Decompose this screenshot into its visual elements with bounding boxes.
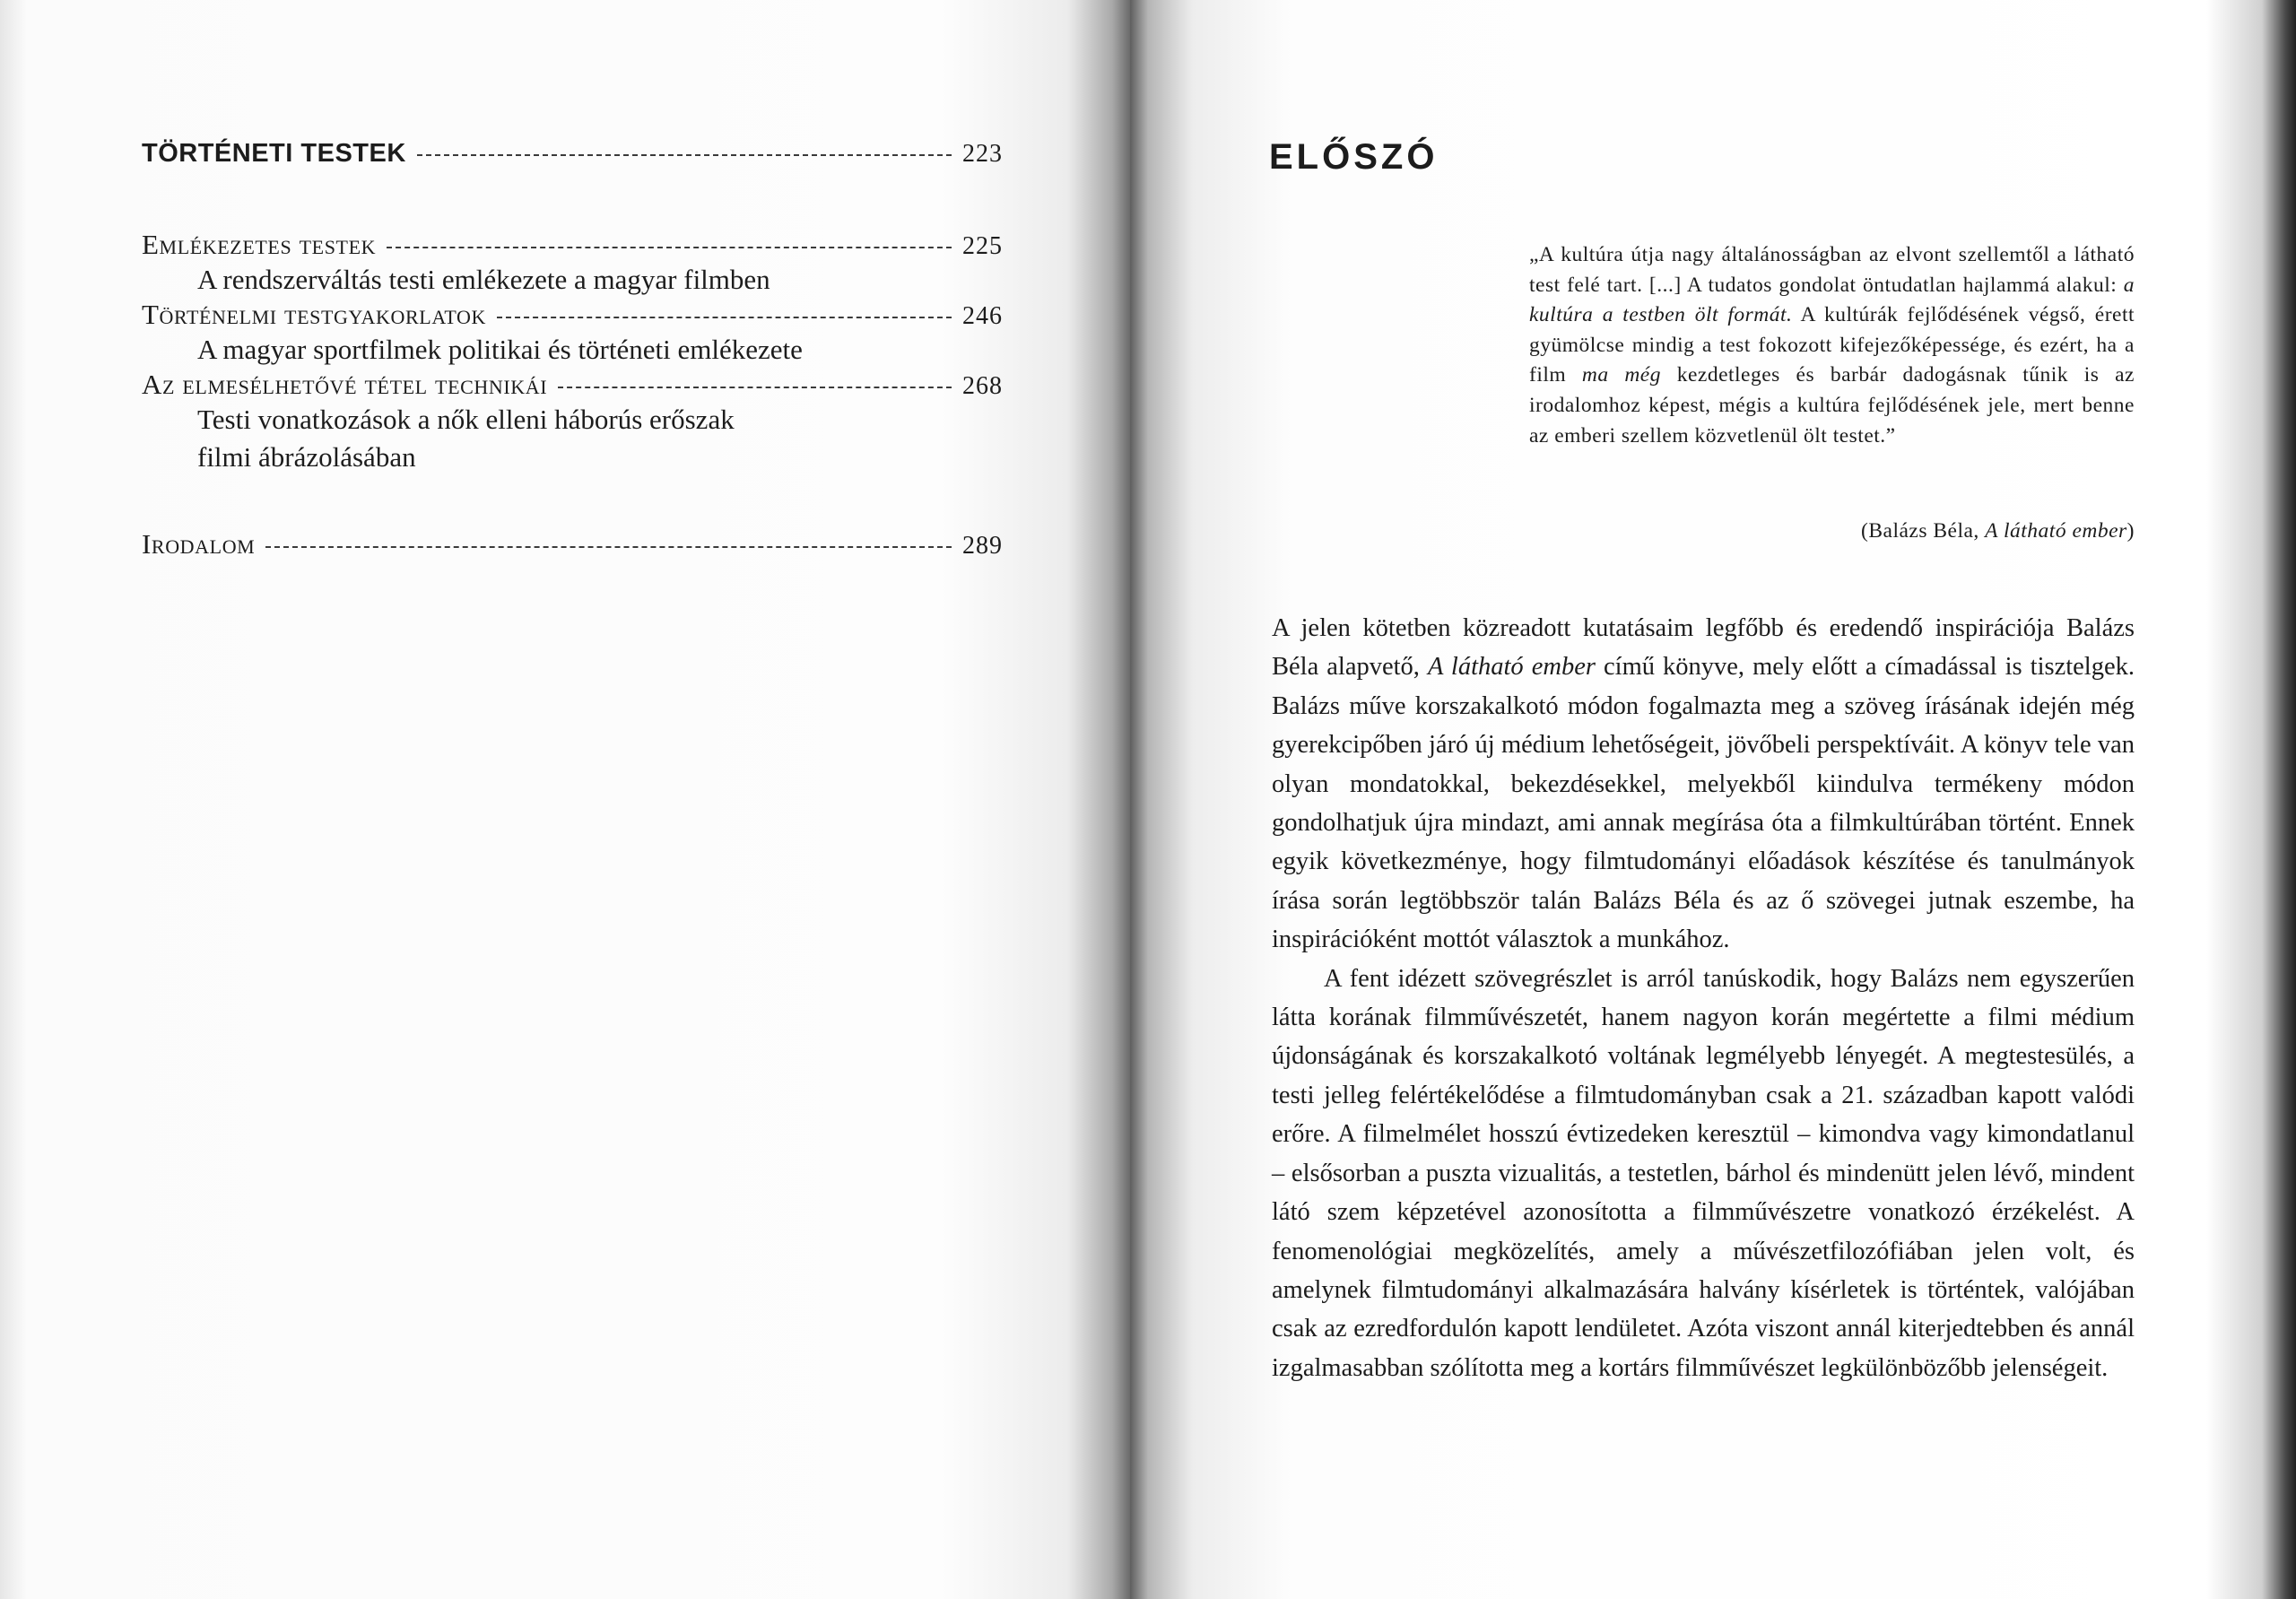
toc-chapter-title: Az elmesélhetővé tétel technikái: [142, 369, 548, 400]
toc-page-number: 225: [962, 232, 1003, 260]
toc-page-number: 289: [962, 532, 1003, 560]
toc-chapter-row: [142, 369, 1003, 401]
epigraph: [1529, 240, 2135, 451]
paragraph: A fent idézett szövegrészlet is arról tanúskodik, hogy Balázs nem egyszerűen látta korának filmművészetét, hanem nagyon korán megértette a filmi médium újdonságának és korszakalkotó voltának legmélyebb lényegét. A megtestesülés, a testi jelleg felértékelődése a filmtudományban csak a 21. században kapott valódi erőre. A filmelmélet hosszú évtizedeken keresztül – kimondva vagy kimondatlanul – elsősorban a puszta vizualitás, a testetlen, bárhol és mindenütt jelen lévő, mindent látó szem képzetével azonosította a filmművészetre vonatkozó érzékelést. A fenomenológiai megközelítés, amely a művészetfilozófiában jelen volt, és amelynek filmtudományi alkalmazására halvány kísérletek is történtek, valójában csak az ezredfordulón kapott lendületet. Azóta viszont annál kiterjedtebben és annál izgalmasabban szólította meg a kortárs filmművészet legkülönbözőbb jelenségeit.: [1272, 964, 2135, 1382]
toc-chapter-subtitle: filmi ábrázolásában: [197, 441, 416, 473]
attribution-book-title: A látható ember: [1985, 519, 2127, 543]
toc-chapter-title: Emlékezetes testek: [142, 229, 377, 260]
book-title-emphasis: A látható ember: [1427, 653, 1596, 682]
toc-leader-dots: [558, 387, 952, 388]
toc-leader-dots: [387, 247, 952, 248]
paragraph-text: című könyve, mely előtt a címadással is tisztelgek. Balázs műve korszakalkotó módon fogalmazta meg a szöveg írásának idején még gyerekcipőben járó új médium lehetőségeit, jövőbeli perspektíváit. A könyv tele van olyan mondatokkal, bekezdésekkel, melyekből kiindulva termékeny módon gondolhatjuk újra mindazt, ami annak megírása óta a filmkultúrában történt. Ennek egyik következménye, hogy filmtudományi előadások készítése és tanulmányok írása során legtöbbször talán Balázs Béla és az ő szövegei jutnak eszembe, ha inspirációként mottót választok a munkához.: [1272, 653, 2135, 954]
toc-part-row: [142, 139, 1003, 169]
toc-chapter-title: Történelmi testgyakorlatok: [142, 299, 486, 330]
epigraph-emphasis: a kultúra a testben ölt formát.: [1529, 273, 2135, 327]
epigraph-text: „A kultúra útja nagy általánosságban az elvont szellemtől a látható test felé tart. [...] A tudatos gondolat öntudatlan hajlammá alakul:: [1529, 243, 2135, 297]
toc-chapter-title: Irodalom: [142, 528, 256, 560]
epigraph-text: A kultúrák fejlődésének végső, érett gyümölcse mindig a test fokozott kifejezőképessége, és ezért, ha a film: [1529, 303, 2135, 387]
attribution-text: ): [2126, 519, 2135, 543]
paragraph-text: A jelen kötetben közreadott kutatásaim legfőbb és eredendő inspirációja Balázs Béla alapvető,: [1272, 614, 2135, 682]
toc-leader-dots: [417, 154, 952, 156]
toc-leader-dots: [497, 317, 952, 318]
toc-chapter-subtitle: Testi vonatkozások a nők elleni háborús erőszak: [197, 404, 735, 435]
chapter-heading: ELŐSZÓ: [1269, 137, 1439, 177]
toc-chapter-subtitle: A magyar sportfilmek politikai és történeti emlékezete: [197, 334, 803, 365]
toc-leader-dots: [265, 546, 952, 548]
table-of-contents: [142, 139, 1003, 561]
body-text: [1272, 609, 2135, 1387]
toc-chapter-row: [142, 299, 1003, 331]
toc-page-number: 268: [962, 372, 1003, 400]
epigraph-emphasis: ma még: [1581, 363, 1661, 387]
toc-page-number: 223: [962, 140, 1003, 168]
toc-chapter-row: [142, 528, 1003, 561]
attribution-text: (Balázs Béla,: [1861, 519, 1986, 543]
epigraph-text: kezdetleges és barbár dadogásnak tűnik is az irodalomhoz képest, mégis a kultúra fejlődésének jele, mert benne az emberi szellem közvetlenül ölt testet.”: [1529, 363, 2135, 448]
toc-part-title: TÖRTÉNETI TESTEK: [142, 139, 406, 168]
toc-chapter-subtitle: A rendszerváltás testi emlékezete a magyar filmben: [197, 264, 770, 295]
epigraph-attribution: [1529, 519, 2135, 543]
toc-chapter-row: [142, 229, 1003, 261]
paragraph: [1272, 609, 2135, 960]
toc-page-number: 246: [962, 302, 1003, 330]
